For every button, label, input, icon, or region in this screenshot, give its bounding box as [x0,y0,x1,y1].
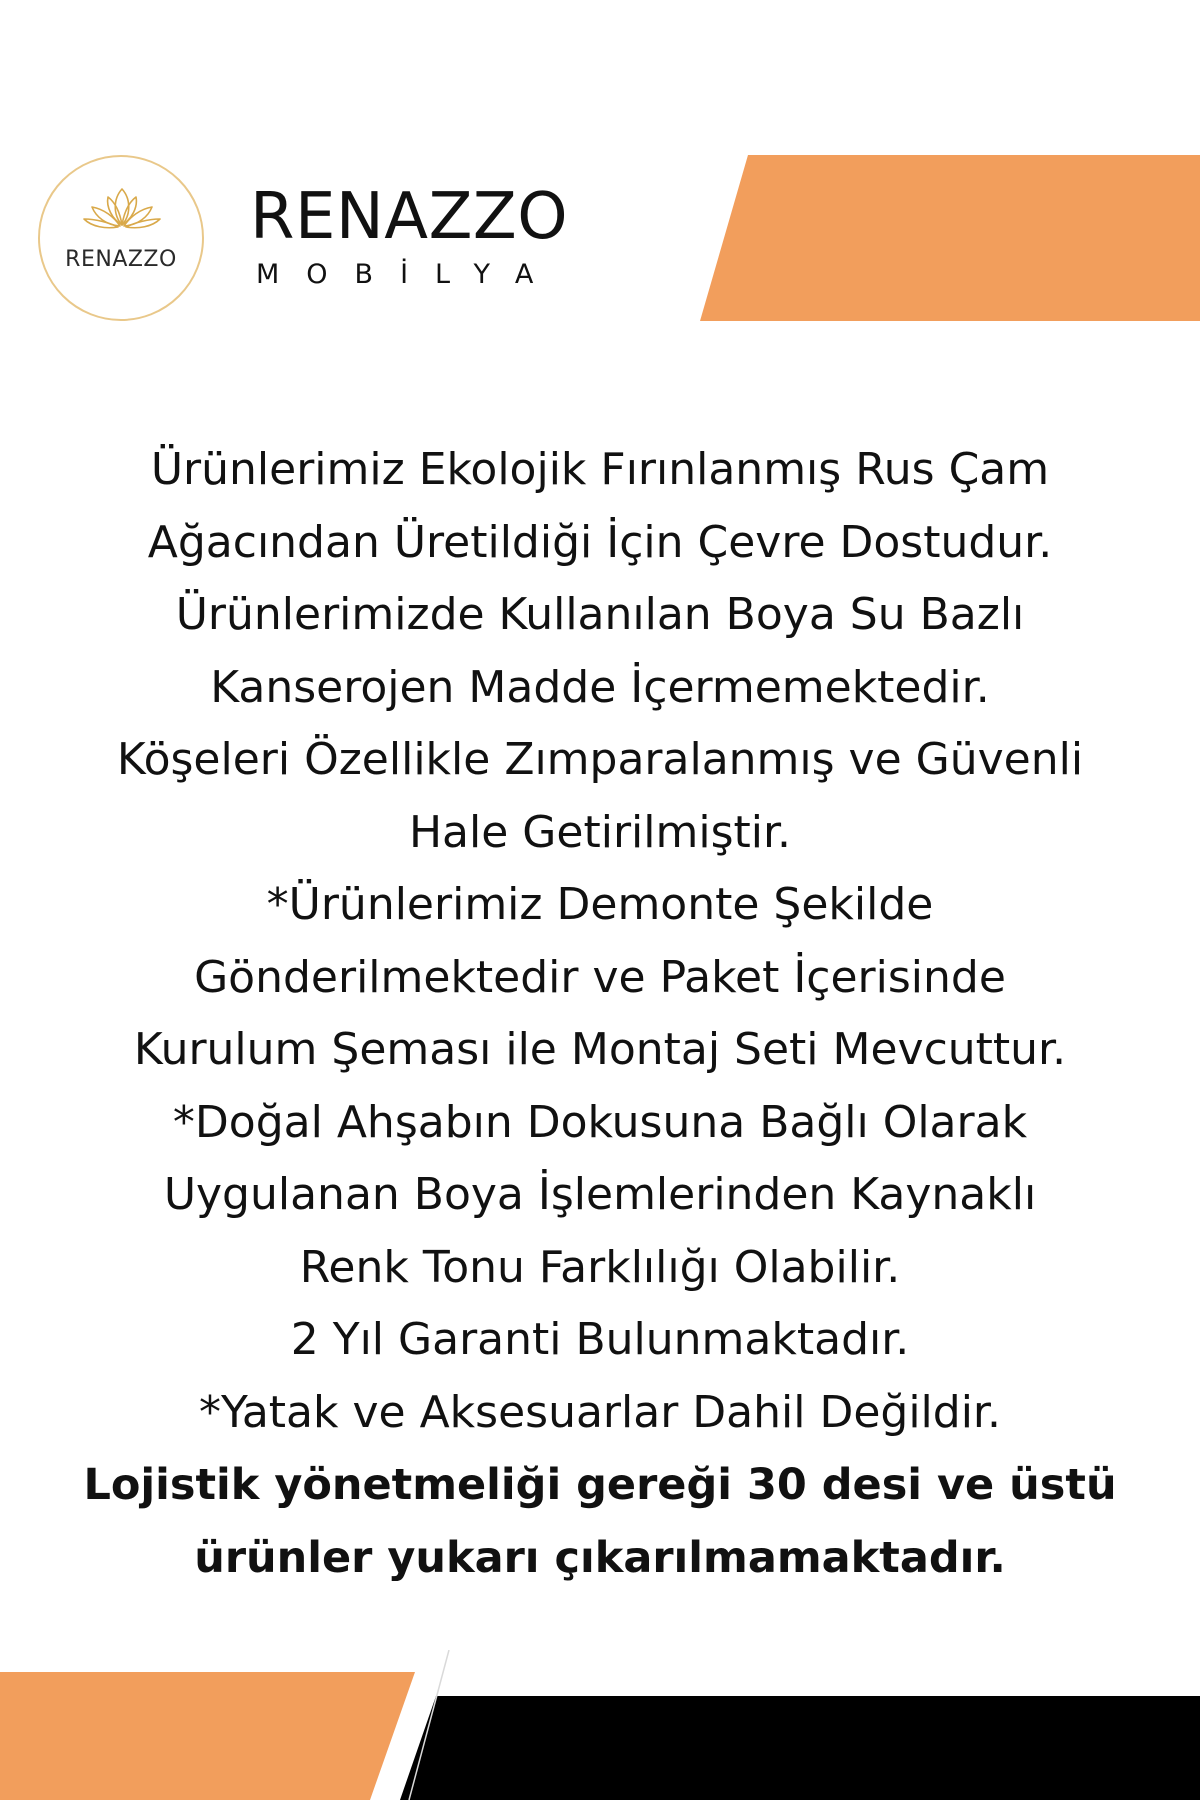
brand-wordmark [250,180,590,290]
info-line: Kurulum Şeması ile Montaj Seti Mevcuttur. [133,1024,1067,1075]
info-line: Gönderilmektedir ve Paket İçerisinde [194,951,1006,1003]
info-line: Kanserojen Madde İçermemektedir. [210,661,990,713]
bottom-divider-line [405,1650,455,1800]
bottom-black-banner [400,1696,1200,1800]
product-info-text [30,434,1170,1594]
top-orange-banner [700,155,1200,321]
info-line: Ürünlerimizde Kullanılan Boya Su Bazlı [175,589,1025,640]
logistics-notice-line: Lojistik yönetmeliği gereği 30 desi ve üstü [83,1460,1117,1510]
info-line: 2 Yıl Garanti Bulunmaktadır. [290,1314,910,1365]
logo-text: RENAZZO [65,247,177,272]
info-line: Uygulanan Boya İşlemlerinden Kaynaklı [163,1169,1037,1220]
bottom-orange-banner [0,1672,422,1800]
logistics-notice-line: ürünler yukarı çıkarılmamaktadır. [194,1532,1006,1583]
info-line: *Doğal Ahşabın Dokusuna Bağlı Olarak [172,1096,1028,1148]
info-line: Ürünlerimiz Ekolojik Fırınlanmış Rus Çam [150,444,1050,495]
brand-logo-badge [38,155,204,321]
info-line: *Ürünlerimiz Demonte Şekilde [266,879,934,930]
info-line: Renk Tonu Farklılığı Olabilir. [299,1241,901,1293]
lotus-icon [82,185,162,231]
brand-subtitle: MOBİLYA [256,259,561,290]
info-line: Köşeleri Özellikle Zımparalanmış ve Güvenli [116,734,1084,785]
info-line: Ağacından Üretildiği İçin Çevre Dostudur. [147,516,1053,568]
info-line: *Yatak ve Aksesuarlar Dahil Değildir. [199,1386,1001,1438]
brand-name: RENAZZO [250,180,569,254]
info-line: Hale Getirilmiştir. [408,806,792,858]
